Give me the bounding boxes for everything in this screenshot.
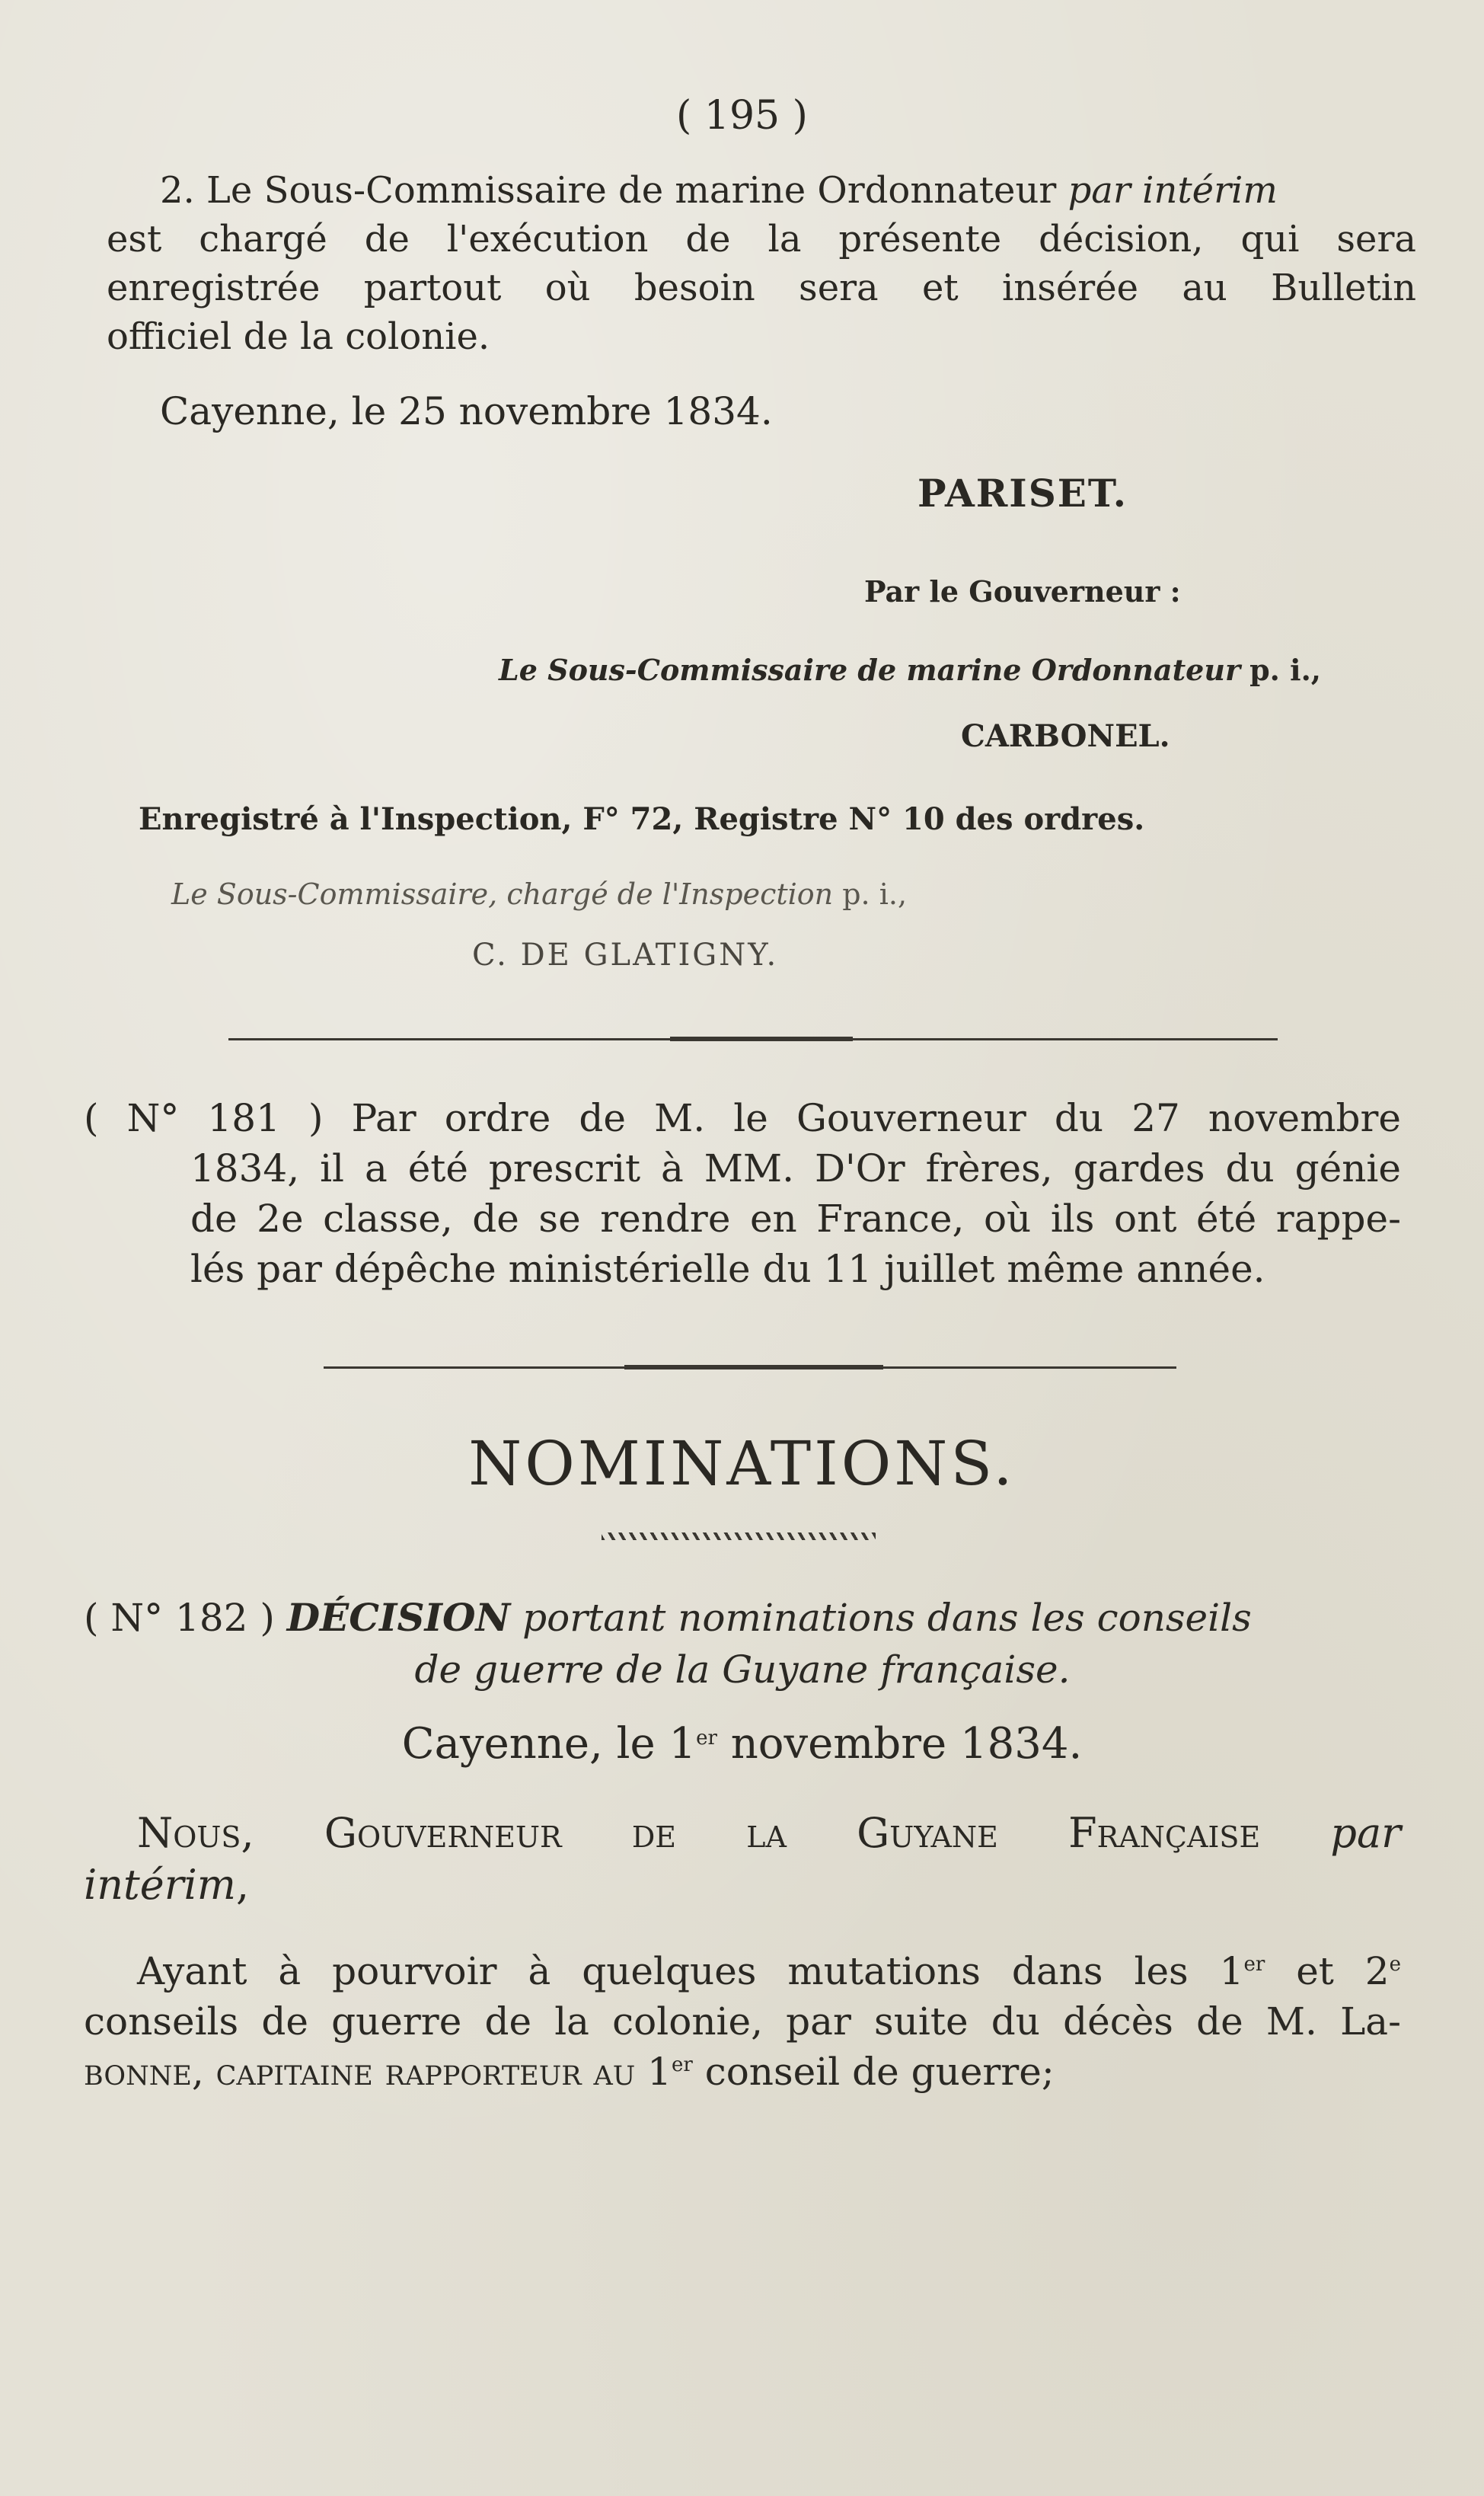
item-181-line-3: de 2e classe, de se rendre en France, où ils ont été rappe- — [190, 1197, 1401, 1241]
item-181-line-4: lés par dépêche ministérielle du 11 juillet même année. — [190, 1247, 1265, 1291]
para-2-line-3: enregistrée partout où besoin sera et insérée au Bulletin — [107, 267, 1416, 309]
par-interim-italic: par intérim — [1068, 169, 1278, 212]
para-2-line-4: officiel de la colonie. — [107, 315, 490, 358]
nous-line-1: Nous, Gouverneur de la Guyane Française par — [137, 1809, 1401, 1857]
paragraph-2 — [107, 166, 1416, 361]
section-heading-nominations: NOMINATIONS. — [468, 1428, 1016, 1499]
page-number: ( 195 ) — [676, 93, 808, 139]
enregistre-line: Enregistré à l'Inspection, F° 72, Registre N° 10 des ordres. — [139, 801, 1145, 837]
separator-rule-2-ornament — [624, 1365, 883, 1369]
ayant-line-3: bonne, capitaine rapporteur au 1er conseil de guerre; — [84, 2050, 1055, 2094]
item-181-line-2: 1834, il a été prescrit à MM. D'Or frères, gardes du génie — [190, 1146, 1401, 1190]
date-cayenne-1-nov: Cayenne, le 1er novembre 1834. — [401, 1719, 1083, 1769]
item-182 — [84, 1592, 1401, 1695]
para-2-line-1: 2. Le Sous-Commissaire de marine Ordonnateur par intérim — [160, 169, 1278, 212]
item-182-line-2: de guerre de la Guyane française. — [414, 1647, 1071, 1692]
item-181 — [84, 1093, 1401, 1294]
ayant-line-1: Ayant à pourvoir à quelques mutations dans les 1er et 2e — [137, 1949, 1401, 1993]
sous-commissaire-inspection-line: Le Sous-Commissaire, chargé de l'Inspection p. i., — [171, 877, 908, 911]
nous-line-2: intérim, — [84, 1861, 250, 1909]
item-182-number: ( N° 182 ) — [84, 1596, 275, 1640]
ayant-line-2: conseils de guerre de la colonie, par suite du décès de M. La- — [84, 1999, 1401, 2044]
para-2-line-2: est chargé de l'exécution de la présente décision, qui sera — [107, 218, 1416, 260]
heading-ornament — [602, 1532, 876, 1540]
nous-gouverneur-paragraph — [84, 1807, 1401, 1911]
date-cayenne-25-nov: Cayenne, le 25 novembre 1834. — [160, 389, 773, 433]
item-181-number: ( N° 181 ) — [84, 1096, 324, 1140]
item-181-line-1: ( N° 181 ) Par ordre de M. le Gouverneur du 27 novembre — [84, 1096, 1401, 1140]
ayant-paragraph — [84, 1946, 1401, 2097]
signature-carbonel: CARBONEL. — [961, 718, 1170, 754]
separator-rule-1-ornament — [670, 1037, 853, 1041]
signature-de-glatigny: C. DE GLATIGNY. — [472, 938, 779, 973]
signature-pariset: PARISET. — [918, 471, 1128, 516]
par-le-gouverneur: Par le Gouverneur : — [864, 574, 1181, 609]
item-182-line-1: ( N° 182 ) DÉCISION portant nominations dans les conseils — [84, 1595, 1252, 1640]
sous-commissaire-ordonnateur-line: Le Sous-Commissaire de marine Ordonnateur p. i., — [499, 653, 1322, 687]
